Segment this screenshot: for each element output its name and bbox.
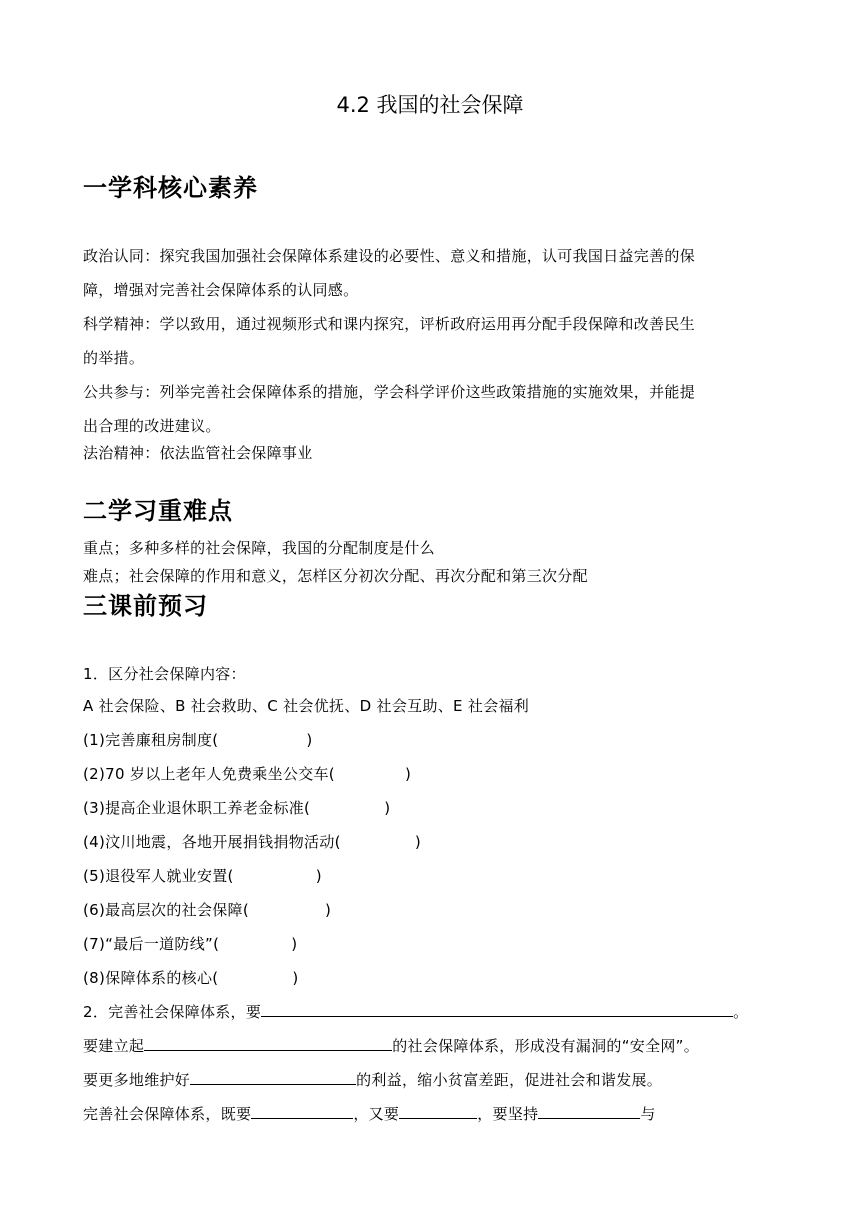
paragraph-line: 科学精神：学以致用，通过视频形式和课内探究，评析政府运用再分配手段保障和改善民生: [83, 315, 696, 333]
fill-blank: [399, 1117, 477, 1119]
question-1-item: (8)保障体系的核心( ): [83, 969, 299, 987]
question-1-item: (3)提高企业退休职工养老金标准( ): [83, 799, 391, 817]
paragraph-line: 障，增强对完善社会保障体系的认同感。: [83, 281, 359, 299]
paragraph-line: 政治认同：探究我国加强社会保障体系建设的必要性、意义和措施，认可我国日益完善的保: [83, 247, 696, 265]
fill-blank: [190, 1083, 356, 1085]
paragraph-line: 法治精神：依法监管社会保障事业: [83, 444, 313, 462]
question-1-title: 1．区分社会保障内容：: [83, 665, 246, 683]
section-heading-preview: 三课前预习: [83, 592, 208, 620]
document-title: 4.2 我国的社会保障: [336, 93, 524, 117]
question-1-item: (7)“最后一道防线”( ): [83, 935, 298, 953]
question-1-item: (6)最高层次的社会保障( ): [83, 901, 332, 919]
question-1-item: (2)70 岁以上老年人免费乘坐公交车( ): [83, 765, 412, 783]
fill-blank: [538, 1117, 640, 1119]
question-1-item: (5)退役军人就业安置( ): [83, 867, 322, 885]
fill-blank: [144, 1049, 392, 1051]
question-2-line-b: 要建立起 的社会保障体系，形成没有漏洞的“安全网”。: [83, 1037, 700, 1055]
difficult-point-line: 难点；社会保障的作用和意义，怎样区分初次分配、再次分配和第三次分配: [83, 567, 588, 585]
paragraph-line: 公共参与：列举完善社会保障体系的措施，学会科学评价这些政策措施的实施效果，并能提: [83, 383, 696, 401]
question-1-item: (1)完善廉租房制度( ): [83, 731, 313, 749]
question-2-line-c: 要更多地维护好 的利益，缩小贫富差距，促进社会和谐发展。: [83, 1071, 663, 1089]
key-point-line: 重点；多种多样的社会保障，我国的分配制度是什么: [83, 539, 435, 557]
question-2-line-d: 完善社会保障体系，既要 ，又要 ，要坚持 与: [83, 1105, 656, 1123]
question-1-options: A 社会保险、B 社会救助、C 社会优抚、D 社会互助、E 社会福利: [83, 697, 530, 715]
section-heading-core-literacy: 一学科核心素养: [83, 174, 258, 202]
fill-blank: [261, 1015, 733, 1017]
question-1-item: (4)汶川地震，各地开展捐钱捐物活动( ): [83, 833, 421, 851]
paragraph-line: 的举措。: [83, 349, 145, 367]
section-heading-key-points: 二学习重难点: [83, 497, 233, 525]
paragraph-line: 出合理的改进建议。: [83, 417, 221, 435]
question-2-line-a: 2．完善社会保障体系，要 。: [83, 1003, 749, 1021]
fill-blank: [251, 1117, 353, 1119]
